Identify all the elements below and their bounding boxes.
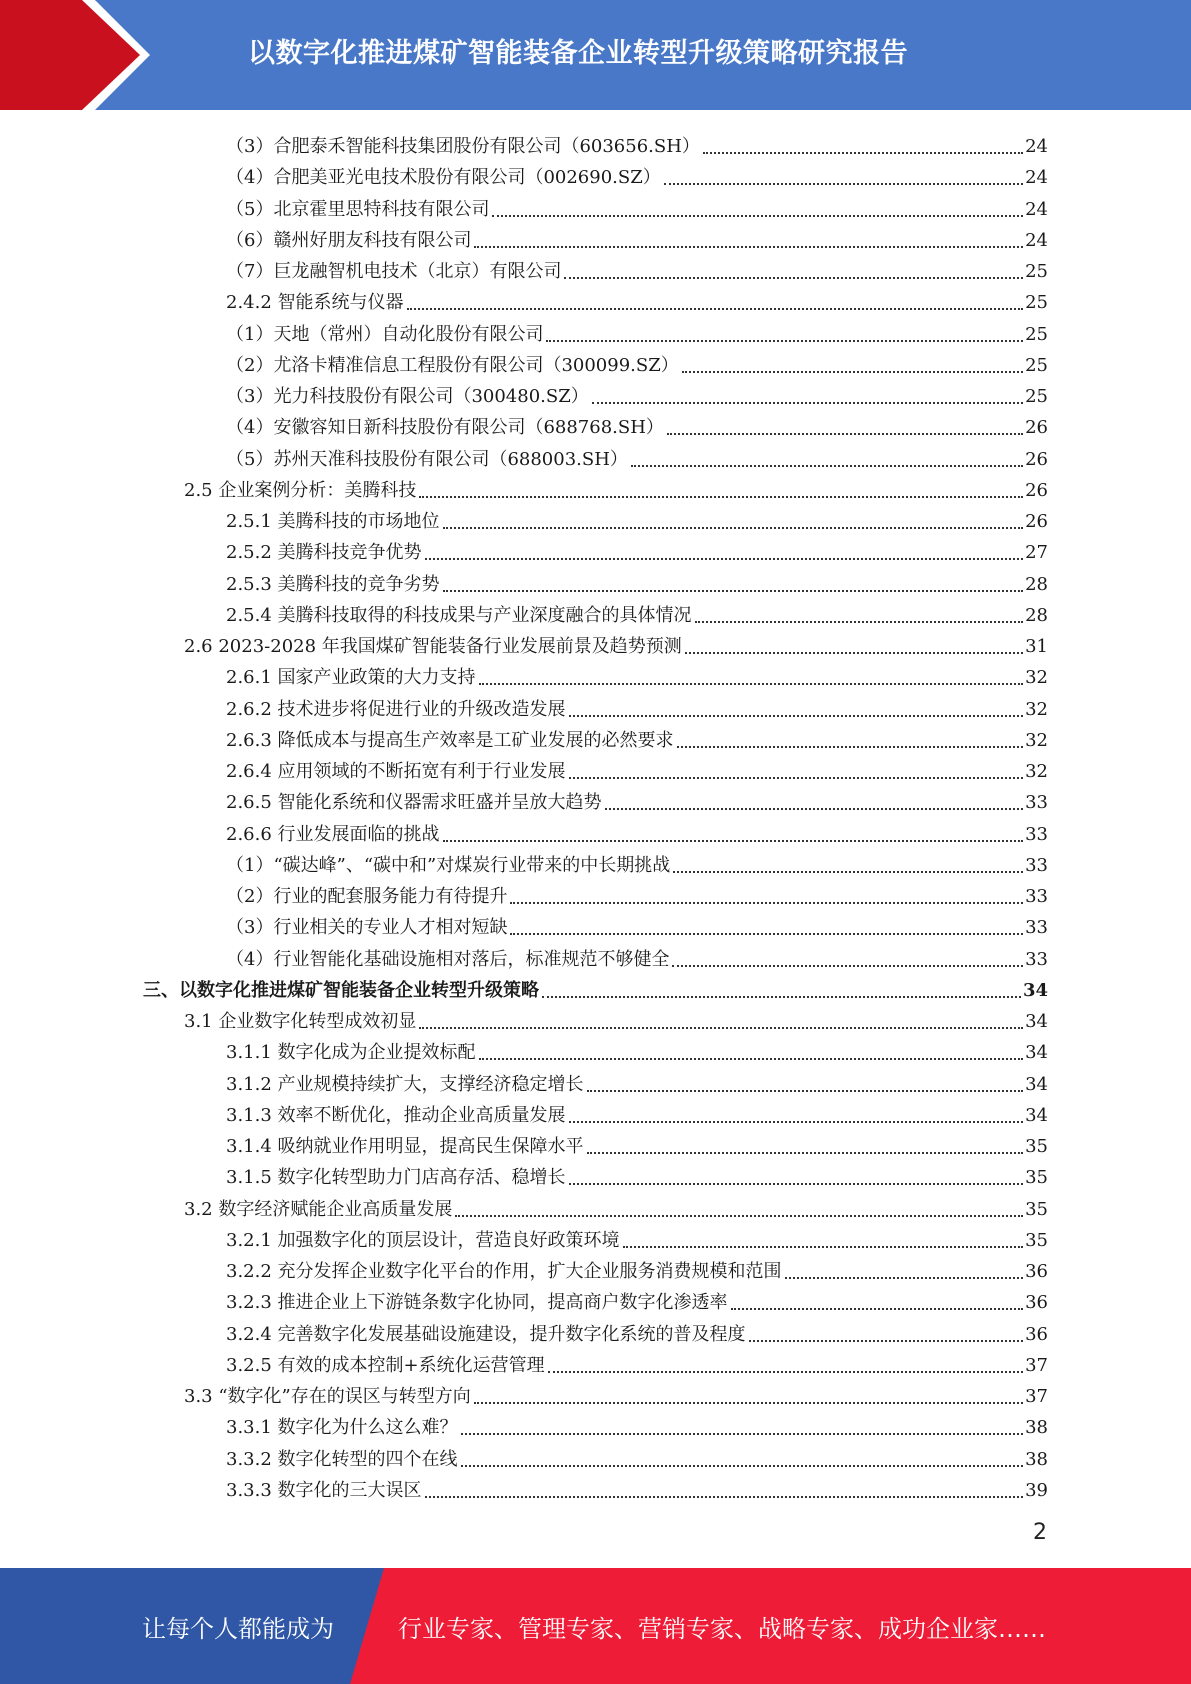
toc-entry-page: 26: [1025, 511, 1048, 532]
toc-dot-leader: [695, 621, 1024, 623]
toc-entry[interactable]: [226, 877, 1048, 908]
toc-entry-title: （2）尤洛卡精准信息工程股份有限公司（300099.SZ）: [226, 354, 679, 376]
toc-dot-leader: [564, 277, 1023, 279]
toc-entry-page: 25: [1025, 261, 1048, 282]
toc-entry[interactable]: [226, 908, 1048, 939]
toc-dot-leader: [455, 1215, 1023, 1217]
toc-entry-page: 34: [1025, 1073, 1048, 1095]
toc-dot-leader: [425, 1496, 1024, 1498]
toc-entry-title: （3）合肥泰禾智能科技集团股份有限公司（603656.SH）: [226, 136, 700, 157]
toc-dot-leader: [672, 965, 1023, 967]
toc-entry-page: 26: [1025, 417, 1048, 439]
toc-entry-page: 31: [1025, 636, 1048, 657]
toc-entry-title: （5）苏州天准科技股份有限公司（688003.SH）: [226, 448, 628, 470]
toc-entry-page: 32: [1025, 667, 1048, 689]
toc-entry[interactable]: [226, 1065, 1048, 1096]
toc-entry[interactable]: [226, 221, 1048, 252]
toc-dot-leader: [407, 308, 1024, 310]
toc-entry-page: 33: [1025, 886, 1048, 907]
toc-entry-title: 3.2.4 完善数字化发展基础设施建设，提升数字化系统的普及程度: [226, 1323, 746, 1345]
toc-entry-page: 35: [1025, 1229, 1048, 1251]
toc-entry[interactable]: [226, 440, 1048, 471]
toc-entry-page: 24: [1025, 229, 1048, 251]
toc-entry[interactable]: [226, 565, 1048, 596]
toc-entry[interactable]: [226, 127, 1048, 158]
toc-entry-page: 36: [1025, 1292, 1048, 1314]
toc-entry[interactable]: [226, 815, 1048, 846]
toc-dot-leader: [731, 1308, 1024, 1310]
toc-dot-leader: [510, 902, 1023, 904]
toc-entry-title: 2.6.1 国家产业政策的大力支持: [226, 667, 476, 689]
toc-entry[interactable]: [226, 1033, 1048, 1064]
toc-dot-leader: [548, 1371, 1023, 1373]
toc-dot-leader: [546, 340, 1023, 342]
toc-entry-title: （6）赣州好朋友科技有限公司: [226, 229, 472, 251]
toc-entry[interactable]: [226, 252, 1048, 283]
toc-entry-page: 28: [1025, 573, 1048, 595]
toc-entry[interactable]: [226, 533, 1048, 564]
toc-entry-page: 34: [1022, 979, 1048, 1001]
toc-entry-title: 3.2.2 充分发挥企业数字化平台的作用，扩大企业服务消费规模和范围: [226, 1261, 782, 1282]
toc-entry[interactable]: [226, 752, 1048, 783]
toc-entry-title: 2.6 2023-2028 年我国煤矿智能装备行业发展前景及趋势预测: [184, 636, 682, 657]
toc-entry[interactable]: [226, 1127, 1048, 1158]
toc-entry-page: 25: [1025, 354, 1048, 376]
toc-entry-title: （2）行业的配套服务能力有待提升: [226, 886, 508, 907]
toc-entry[interactable]: [226, 658, 1048, 689]
toc-entry-page: 28: [1025, 604, 1048, 626]
toc-entry-title: （5）北京霍里思特科技有限公司: [226, 198, 490, 220]
toc-entry-title: 2.5 企业案例分析：美腾科技: [184, 479, 417, 501]
toc-entry-title: 2.6.5 智能化系统和仪器需求旺盛并呈放大趋势: [226, 792, 602, 814]
toc-entry-page: 27: [1025, 542, 1048, 564]
toc-entry-page: 34: [1025, 1042, 1048, 1064]
toc-entry-title: 3.2.5 有效的成本控制+系统化运营管理: [226, 1354, 545, 1376]
toc-entry[interactable]: [226, 377, 1048, 408]
toc-dot-leader: [479, 683, 1024, 685]
toc-entry-page: 33: [1025, 917, 1048, 939]
toc-entry[interactable]: [226, 315, 1048, 346]
toc-entry[interactable]: [226, 1440, 1048, 1471]
toc-entry-title: 3.1.5 数字化转型助力门店高存活、稳增长: [226, 1167, 566, 1189]
toc-entry-title: （4）合肥美亚光电技术股份有限公司（002690.SZ）: [226, 167, 661, 189]
toc-entry-title: 3.1.3 效率不断优化，推动企业高质量发展: [226, 1104, 566, 1126]
toc-dot-leader: [703, 152, 1023, 154]
toc-entry-title: 3.3.1 数字化为什么这么难？: [226, 1417, 458, 1439]
toc-entry-title: 2.6.2 技术进步将促进行业的升级改造发展: [226, 698, 566, 720]
toc-dot-leader: [474, 246, 1023, 248]
toc-entry-page: 33: [1025, 792, 1048, 814]
toc-entry-title: 3.1 企业数字化转型成效初显: [184, 1011, 417, 1032]
toc-dot-leader: [443, 527, 1024, 529]
toc-dot-leader: [461, 1433, 1024, 1435]
toc-entry[interactable]: [226, 502, 1048, 533]
toc-entry-page: 37: [1025, 1386, 1048, 1407]
toc-dot-leader: [479, 1058, 1024, 1060]
toc-entry-page: 24: [1025, 198, 1048, 220]
toc-entry-title: 3.2 数字经济赋能企业高质量发展: [184, 1198, 453, 1220]
toc-entry-page: 35: [1025, 1167, 1048, 1189]
toc-entry[interactable]: [226, 1252, 1048, 1283]
toc-entry-title: 3.1.4 吸纳就业作用明显，提高民生保障水平: [226, 1136, 584, 1157]
toc-entry-page: 38: [1025, 1417, 1048, 1439]
toc-dot-leader: [569, 777, 1024, 779]
toc-entry-page: 32: [1025, 729, 1048, 751]
toc-entry-title: （7）巨龙融智机电技术（北京）有限公司: [226, 261, 562, 282]
toc-entry[interactable]: [226, 1096, 1048, 1127]
toc-entry[interactable]: [226, 1471, 1048, 1502]
toc-entry[interactable]: [226, 346, 1048, 377]
footer-slogan-right: 行业专家、管理专家、营销专家、战略专家、成功企业家……: [398, 1614, 1046, 1643]
toc-entry-title: 2.6.6 行业发展面临的挑战: [226, 823, 440, 845]
toc-dot-leader: [569, 1183, 1024, 1185]
toc-entry-page: 38: [1025, 1448, 1048, 1470]
toc-entry-title: 2.5.2 美腾科技竞争优势: [226, 542, 422, 564]
toc-entry[interactable]: [226, 940, 1048, 971]
toc-entry-page: 24: [1025, 167, 1048, 189]
toc-entry[interactable]: [226, 190, 1048, 221]
toc-entry-page: 25: [1025, 386, 1048, 407]
toc-entry[interactable]: [226, 1408, 1048, 1439]
toc-entry[interactable]: [184, 1377, 1048, 1408]
toc-entry-title: 3.1.1 数字化成为企业提效标配: [226, 1042, 476, 1064]
toc-entry-page: 25: [1025, 292, 1048, 314]
toc-entry-page: 26: [1025, 448, 1048, 470]
toc-dot-leader: [631, 465, 1023, 467]
toc-entry[interactable]: [184, 1002, 1048, 1033]
toc-entry-title: 2.6.3 降低成本与提高生产效率是工矿业发展的必然要求: [226, 729, 674, 751]
toc-dot-leader: [587, 1152, 1024, 1154]
document-title: 以数字化推进煤矿智能装备企业转型升级策略研究报告: [248, 37, 908, 69]
toc-entry-title: 3.3 “数字化”存在的误区与转型方向: [184, 1386, 471, 1407]
toc-dot-leader: [664, 183, 1023, 185]
toc-dot-leader: [492, 215, 1023, 217]
toc-entry-page: 36: [1025, 1323, 1048, 1345]
toc-entry-page: 32: [1025, 698, 1048, 720]
toc-entry[interactable]: [226, 596, 1048, 627]
toc-entry-page: 26: [1025, 479, 1048, 501]
toc-entry-page: 25: [1025, 323, 1048, 345]
toc-dot-leader: [673, 871, 1023, 873]
toc-entry-title: 3.2.1 加强数字化的顶层设计，营造良好政策环境: [226, 1229, 620, 1251]
toc-dot-leader: [461, 1465, 1024, 1467]
toc-dot-leader: [569, 1121, 1024, 1123]
toc-entry-title: （1）天地（常州）自动化股份有限公司: [226, 323, 544, 345]
toc-dot-leader: [425, 558, 1024, 560]
toc-dot-leader: [443, 590, 1024, 592]
toc-entry-title: （4）安徽容知日新科技股份有限公司（688768.SH）: [226, 417, 664, 439]
toc-entry-title: （3）光力科技股份有限公司（300480.SZ）: [226, 386, 589, 407]
header-banner: [0, 0, 1191, 110]
toc-entry-page: 37: [1025, 1354, 1048, 1376]
toc-entry-page: 36: [1025, 1261, 1048, 1282]
toc-dot-leader: [587, 1090, 1024, 1092]
toc-dot-leader: [419, 496, 1023, 498]
toc-entry[interactable]: [226, 1221, 1048, 1252]
toc-entry-title: （3）行业相关的专业人才相对短缺: [226, 917, 508, 939]
toc-entry-title: 2.5.4 美腾科技取得的科技成果与产业深度融合的具体情况: [226, 604, 692, 626]
toc-entry[interactable]: [226, 283, 1048, 314]
toc-entry-page: 33: [1025, 948, 1048, 970]
toc-dot-leader: [419, 1027, 1023, 1029]
toc-entry[interactable]: [226, 1315, 1048, 1346]
toc-entry-title: 2.5.1 美腾科技的市场地位: [226, 511, 440, 532]
toc-dot-leader: [605, 808, 1024, 810]
toc-entry-title: （1）“碳达峰”、“碳中和”对煤炭行业带来的中长期挑战: [226, 854, 671, 876]
toc-entry-title: 3.3.3 数字化的三大误区: [226, 1479, 422, 1501]
toc-entry[interactable]: [184, 471, 1048, 502]
footer-slogan-left: 让每个人都能成为: [142, 1614, 334, 1643]
page-number: 2: [1033, 1520, 1047, 1545]
toc-entry[interactable]: [226, 1346, 1048, 1377]
toc-entry[interactable]: [184, 627, 1048, 658]
toc-entry-title: 3.2.3 推进企业上下游链条数字化协同，提高商户数字化渗透率: [226, 1292, 728, 1314]
toc-entry[interactable]: [226, 783, 1048, 814]
toc-entry[interactable]: [226, 846, 1048, 877]
toc-entry-page: 33: [1025, 854, 1048, 876]
footer-banner: [0, 1568, 1191, 1684]
toc-dot-leader: [685, 652, 1023, 654]
toc-entry[interactable]: [143, 971, 1048, 1002]
toc-entry-title: 2.4.2 智能系统与仪器: [226, 292, 404, 314]
toc-entry-page: 33: [1025, 823, 1048, 845]
toc-dot-leader: [682, 371, 1023, 373]
toc-entry-title: 3.1.2 产业规模持续扩大，支撑经济稳定增长: [226, 1073, 584, 1095]
toc-entry[interactable]: [226, 690, 1048, 721]
toc-entry[interactable]: [226, 721, 1048, 752]
toc-entry-title: （4）行业智能化基础设施相对落后，标准规范不够健全: [226, 948, 670, 970]
toc-entry-title: 3.3.2 数字化转型的四个在线: [226, 1448, 458, 1470]
toc-entry[interactable]: [184, 1190, 1048, 1221]
toc-entry-title: 三、以数字化推进煤矿智能装备企业转型升级策略: [143, 979, 539, 1001]
toc-entry[interactable]: [226, 1283, 1048, 1314]
toc-dot-leader: [667, 433, 1023, 435]
toc-dot-leader: [474, 1402, 1023, 1404]
toc-entry-title: 2.5.3 美腾科技的竞争劣势: [226, 573, 440, 595]
toc-entry-page: 39: [1025, 1479, 1048, 1501]
toc-dot-leader: [785, 1277, 1024, 1279]
toc-dot-leader: [749, 1340, 1024, 1342]
toc-dot-leader: [443, 840, 1024, 842]
toc-dot-leader: [510, 933, 1023, 935]
toc-dot-leader: [623, 1246, 1024, 1248]
toc-dot-leader: [569, 715, 1024, 717]
toc-entry-page: 32: [1025, 761, 1048, 782]
toc-entry[interactable]: [226, 408, 1048, 439]
toc-entry-title: 2.6.4 应用领域的不断拓宽有利于行业发展: [226, 761, 566, 782]
toc-dot-leader: [677, 746, 1024, 748]
toc-entry-page: 34: [1025, 1011, 1048, 1032]
toc-entry-page: 35: [1025, 1136, 1048, 1157]
toc-dot-leader: [542, 996, 1021, 998]
toc-entry[interactable]: [226, 1158, 1048, 1189]
header-red-chevron: [0, 0, 150, 110]
toc-entry[interactable]: [226, 158, 1048, 189]
toc-entry-page: 24: [1025, 136, 1048, 157]
toc-entry-page: 34: [1025, 1104, 1048, 1126]
toc-dot-leader: [592, 402, 1023, 404]
toc-entry-page: 35: [1025, 1198, 1048, 1220]
